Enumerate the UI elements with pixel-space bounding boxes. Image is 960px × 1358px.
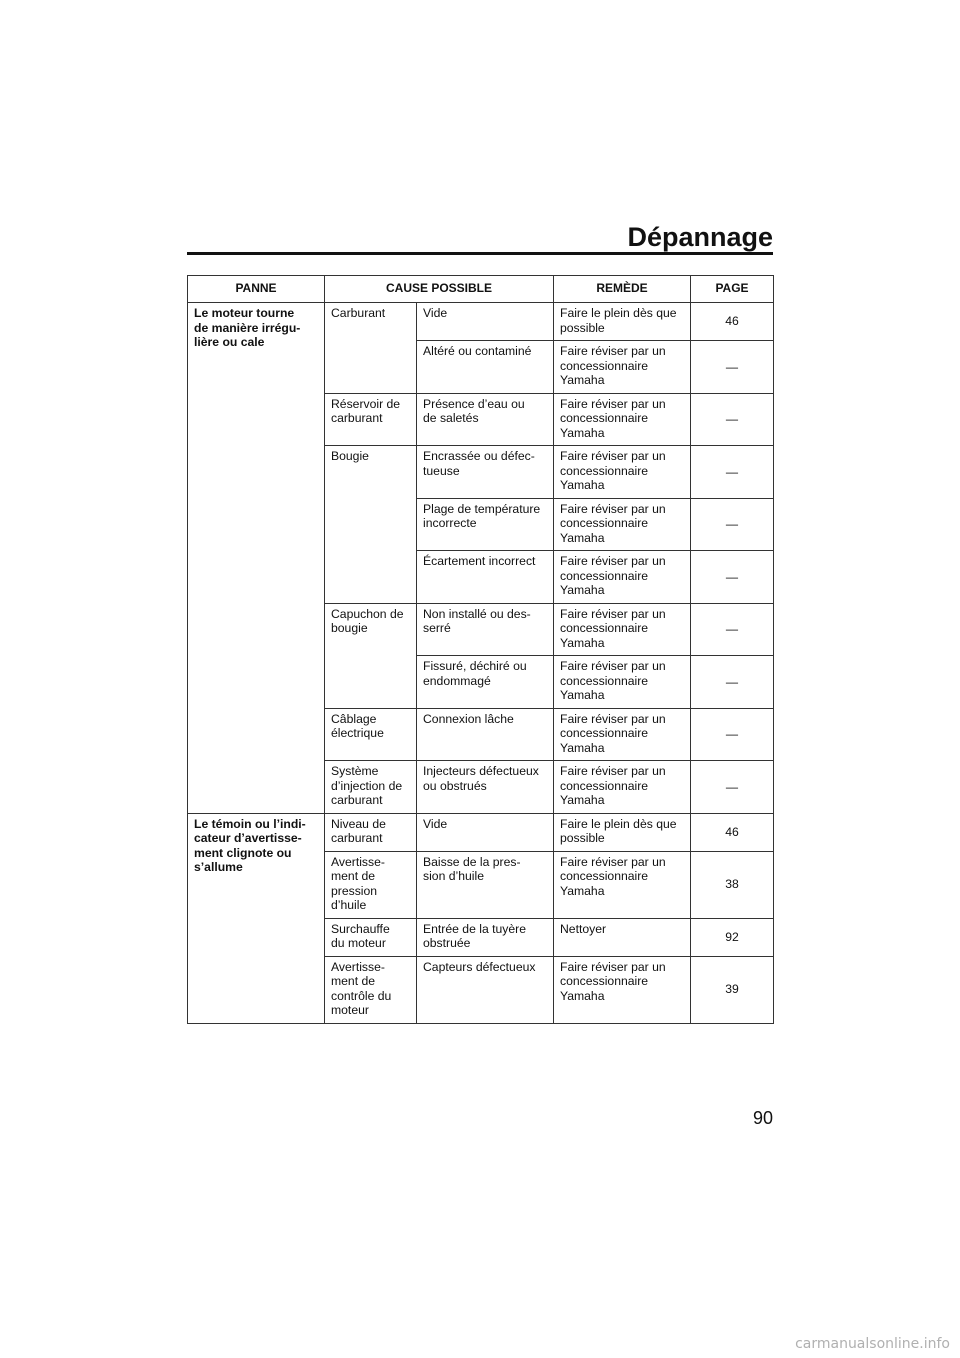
cause-category-cell: Avertisse- ment de pression d’huile bbox=[325, 851, 417, 918]
cause-detail-cell: Entrée de la tuyère obstruée bbox=[417, 918, 554, 956]
page-ref-cell: 39 bbox=[691, 956, 774, 1023]
remede-cell: Faire réviser par un concessionnaire Yamaha bbox=[554, 446, 691, 499]
panne-cell: Le témoin ou l’indi- cateur d’avertisse- ment clignote ou s’allume bbox=[188, 813, 325, 1023]
page-ref-cell: 46 bbox=[691, 813, 774, 851]
header-panne: PANNE bbox=[188, 276, 325, 303]
cause-category-cell: Avertisse- ment de contrôle du moteur bbox=[325, 956, 417, 1023]
page-ref-cell: 38 bbox=[691, 851, 774, 918]
cause-detail-cell: Vide bbox=[417, 813, 554, 851]
header-remede: REMÈDE bbox=[554, 276, 691, 303]
remede-cell: Faire réviser par un concessionnaire Yamaha bbox=[554, 393, 691, 446]
cause-detail-cell: Baisse de la pres- sion d’huile bbox=[417, 851, 554, 918]
cause-category-cell: Surchauffe du moteur bbox=[325, 918, 417, 956]
cause-detail-cell: Non installé ou des- serré bbox=[417, 603, 554, 656]
remede-cell: Faire réviser par un concessionnaire Yamaha bbox=[554, 851, 691, 918]
page-ref-cell: — bbox=[691, 551, 774, 604]
table-row bbox=[188, 813, 774, 851]
page-ref-cell: 46 bbox=[691, 303, 774, 341]
remede-cell: Faire réviser par un concessionnaire Yamaha bbox=[554, 708, 691, 761]
page-ref-cell: — bbox=[691, 656, 774, 709]
cause-category-cell: Niveau de carburant bbox=[325, 813, 417, 851]
page-ref-cell: — bbox=[691, 761, 774, 814]
remede-cell: Faire réviser par un concessionnaire Yamaha bbox=[554, 498, 691, 551]
cause-detail-cell: Écartement incorrect bbox=[417, 551, 554, 604]
cause-category-cell: Bougie bbox=[325, 446, 417, 604]
remede-cell: Faire réviser par un concessionnaire Yamaha bbox=[554, 761, 691, 814]
header-page: PAGE bbox=[691, 276, 774, 303]
cause-category-cell: Câblage électrique bbox=[325, 708, 417, 761]
cause-category-cell: Réservoir de carburant bbox=[325, 393, 417, 446]
cause-detail-cell: Plage de température incorrecte bbox=[417, 498, 554, 551]
cause-detail-cell: Fissuré, déchiré ou endommagé bbox=[417, 656, 554, 709]
title-rule bbox=[187, 252, 773, 255]
remede-cell: Faire réviser par un concessionnaire Yamaha bbox=[554, 603, 691, 656]
page-ref-cell: — bbox=[691, 708, 774, 761]
table-row bbox=[188, 303, 774, 341]
panne-cell: Le moteur tourne de manière irrégu- lière ou cale bbox=[188, 303, 325, 814]
table-header-row bbox=[188, 276, 774, 303]
remede-cell: Faire réviser par un concessionnaire Yamaha bbox=[554, 341, 691, 394]
table-body bbox=[188, 303, 774, 1024]
cause-detail-cell: Connexion lâche bbox=[417, 708, 554, 761]
cause-category-cell: Carburant bbox=[325, 303, 417, 394]
watermark: carmanualsonline.info bbox=[795, 1336, 950, 1352]
cause-detail-cell: Capteurs défectueux bbox=[417, 956, 554, 1023]
page-ref-cell: — bbox=[691, 498, 774, 551]
cause-detail-cell: Injecteurs défectueux ou obstrués bbox=[417, 761, 554, 814]
cause-category-cell: Système d’injection de carburant bbox=[325, 761, 417, 814]
page-ref-cell: 92 bbox=[691, 918, 774, 956]
remede-cell: Nettoyer bbox=[554, 918, 691, 956]
remede-cell: Faire réviser par un concessionnaire Yamaha bbox=[554, 551, 691, 604]
cause-category-cell: Capuchon de bougie bbox=[325, 603, 417, 708]
page-number: 90 bbox=[752, 1108, 773, 1128]
header-cause: CAUSE POSSIBLE bbox=[325, 276, 554, 303]
page-ref-cell: — bbox=[691, 603, 774, 656]
page-ref-cell: — bbox=[691, 393, 774, 446]
remede-cell: Faire réviser par un concessionnaire Yamaha bbox=[554, 956, 691, 1023]
cause-detail-cell: Présence d’eau ou de saletés bbox=[417, 393, 554, 446]
remede-cell: Faire le plein dès que possible bbox=[554, 303, 691, 341]
cause-detail-cell: Encrassée ou défec- tueuse bbox=[417, 446, 554, 499]
troubleshooting-table bbox=[187, 275, 774, 1024]
remede-cell: Faire le plein dès que possible bbox=[554, 813, 691, 851]
page-ref-cell: — bbox=[691, 341, 774, 394]
remede-cell: Faire réviser par un concessionnaire Yamaha bbox=[554, 656, 691, 709]
cause-detail-cell: Altéré ou contaminé bbox=[417, 341, 554, 394]
page-title: Dépannage bbox=[627, 222, 773, 252]
cause-detail-cell: Vide bbox=[417, 303, 554, 341]
page-ref-cell: — bbox=[691, 446, 774, 499]
